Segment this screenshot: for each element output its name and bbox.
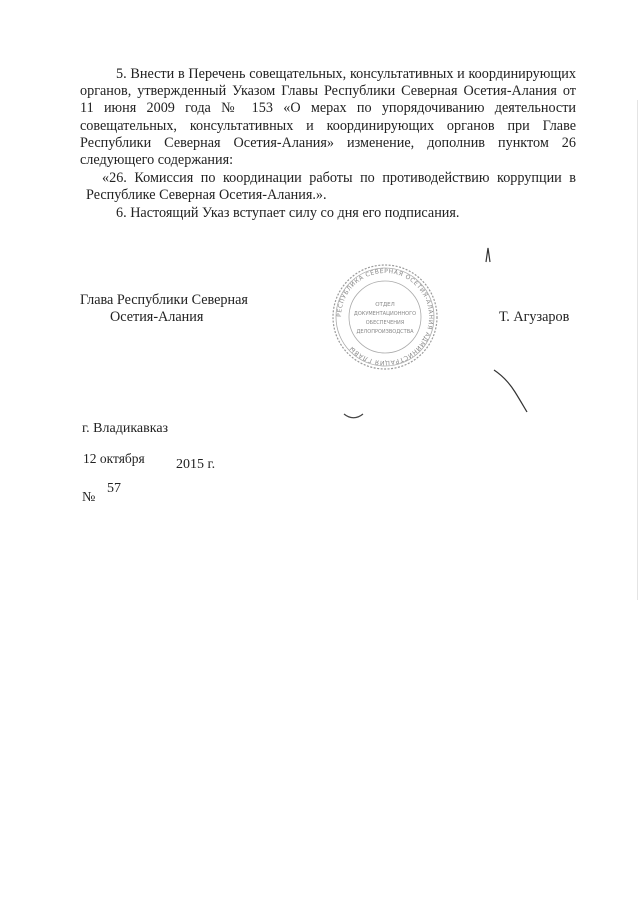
document-number-label: №: [82, 490, 96, 505]
signatory-name: Т. Агузаров: [499, 309, 570, 325]
scan-edge-line: [637, 100, 638, 600]
stamp-outer-text: РЕСПУБЛИКА СЕВЕРНАЯ ОСЕТИЯ-АЛАНИЯ АДМИНИСТРАЦИЯ ГЛАВЫ: [335, 267, 435, 367]
item-26: «26. Комиссия по координации работы по противодействию коррупции в Республике Северная Осетия-Алания.».: [86, 170, 576, 204]
document-number-value: 57: [107, 481, 121, 496]
paragraph-5: 5. Внести в Перечень совещательных, консультативных и координирующих органов, утвержденный Указом Главы Республики Северная Осетия-Алания от 11 июня 2009 года № 153 «О мерах по упорядочиванию деятельности совещательных, консультативных и координирующих органов при Главе Республики Северная Осетия-Алания» изменение, дополнив пунктом 26 следующего содержания:: [80, 66, 576, 169]
city: г. Владикавказ: [82, 421, 169, 436]
stamp-inner-line3: ОБЕСПЕЧЕНИЯ: [365, 320, 405, 326]
svg-text:РЕСПУБЛИКА СЕВЕРНАЯ ОСЕТИЯ-АЛА: [336, 268, 434, 366]
date-year: 2015 г.: [176, 457, 216, 472]
stamp-inner-line4: ДЕЛОПРОИЗВОДСТВА: [356, 329, 414, 335]
stamp-inner-line1: ОТДЕЛ: [375, 302, 395, 308]
signatory-title-line1: Глава Республики Северная: [80, 292, 248, 308]
paragraph-6: 6. Настоящий Указ вступает силу со дня его подписания.: [116, 205, 460, 221]
stamp-inner-line2: ДОКУМЕНТАЦИОННОГО: [353, 311, 417, 317]
signatory-title-line2: Осетия-Алания: [110, 309, 204, 325]
signatory-title: [80, 292, 248, 326]
official-seal-stamp: [330, 262, 440, 372]
date-day-month: 12 октября: [83, 451, 145, 466]
